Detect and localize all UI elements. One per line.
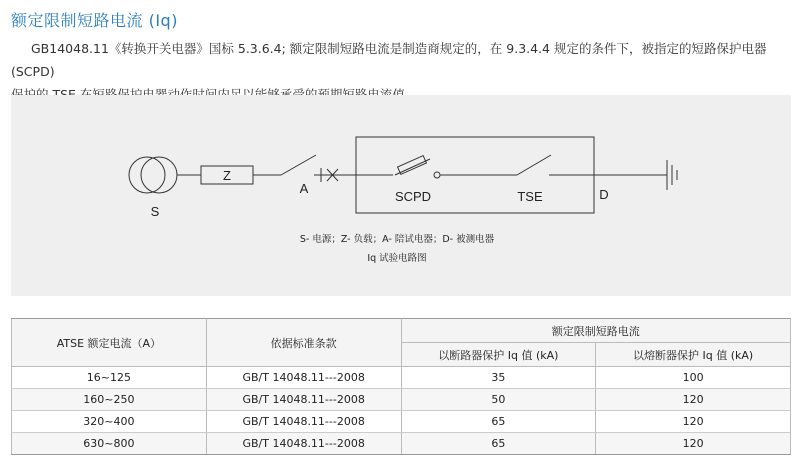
table-row (12, 367, 791, 389)
iq-spec-table (11, 318, 791, 455)
cell-standard: GB/T 14048.11---2008 (206, 389, 401, 411)
header-current: ATSE 额定电流（A） (12, 319, 207, 367)
header-standard: 依据标准条款 (206, 319, 401, 367)
fuse-terminal (434, 172, 440, 178)
cell-breaker: 65 (401, 433, 596, 455)
table-row (12, 411, 791, 433)
section-title: 额定限制短路电流 (Iq) (11, 11, 178, 30)
header-fuse: 以熔断器保护 Iq 值 (kA) (596, 343, 791, 367)
description-line-1-text: GB14048.11《转换开关电器》国标 5.3.6.4; 额定限制短路电流是制造商规定的，在 9.3.4.4 规定的条件下，被指定的短路保护电器 (SCPD) (11, 41, 767, 79)
cell-fuse: 120 (596, 433, 791, 455)
circuit-diagram-panel (11, 95, 791, 296)
cell-current: 630~800 (12, 433, 207, 455)
label-z: Z (223, 168, 231, 183)
header-breaker: 以断路器保护 Iq 值 (kA) (401, 343, 596, 367)
source-coil-left (129, 157, 165, 193)
cell-fuse: 120 (596, 389, 791, 411)
cell-current: 16~125 (12, 367, 207, 389)
cell-breaker: 50 (401, 389, 596, 411)
diagram-caption: Iq 试验电路图 (367, 253, 427, 264)
cell-standard: GB/T 14048.11---2008 (206, 411, 401, 433)
header-group: 额定限制短路电流 (401, 319, 790, 343)
table-row (12, 433, 791, 455)
cell-fuse: 100 (596, 367, 791, 389)
label-d: D (599, 187, 609, 202)
cell-current: 160~250 (12, 389, 207, 411)
diagram-legend: S- 电源；Z- 负载；A- 陪试电器；D- 被测电器 (299, 234, 495, 245)
switch-a-blade (281, 155, 316, 175)
cell-standard: GB/T 14048.11---2008 (206, 433, 401, 455)
label-a: A (299, 181, 309, 196)
cell-breaker: 65 (401, 411, 596, 433)
cell-current: 320~400 (12, 411, 207, 433)
iq-test-circuit-diagram (11, 95, 791, 296)
cell-fuse: 120 (596, 411, 791, 433)
source-coil-right (141, 157, 177, 193)
cell-breaker: 35 (401, 367, 596, 389)
description-line-1 (11, 37, 791, 83)
label-scpd: SCPD (394, 189, 432, 204)
label-s: S (150, 204, 160, 219)
fuse-element (395, 159, 430, 175)
switch-tse-blade (517, 155, 551, 175)
cell-standard: GB/T 14048.11---2008 (206, 367, 401, 389)
table-row (12, 389, 791, 411)
label-tse: TSE (517, 189, 543, 204)
